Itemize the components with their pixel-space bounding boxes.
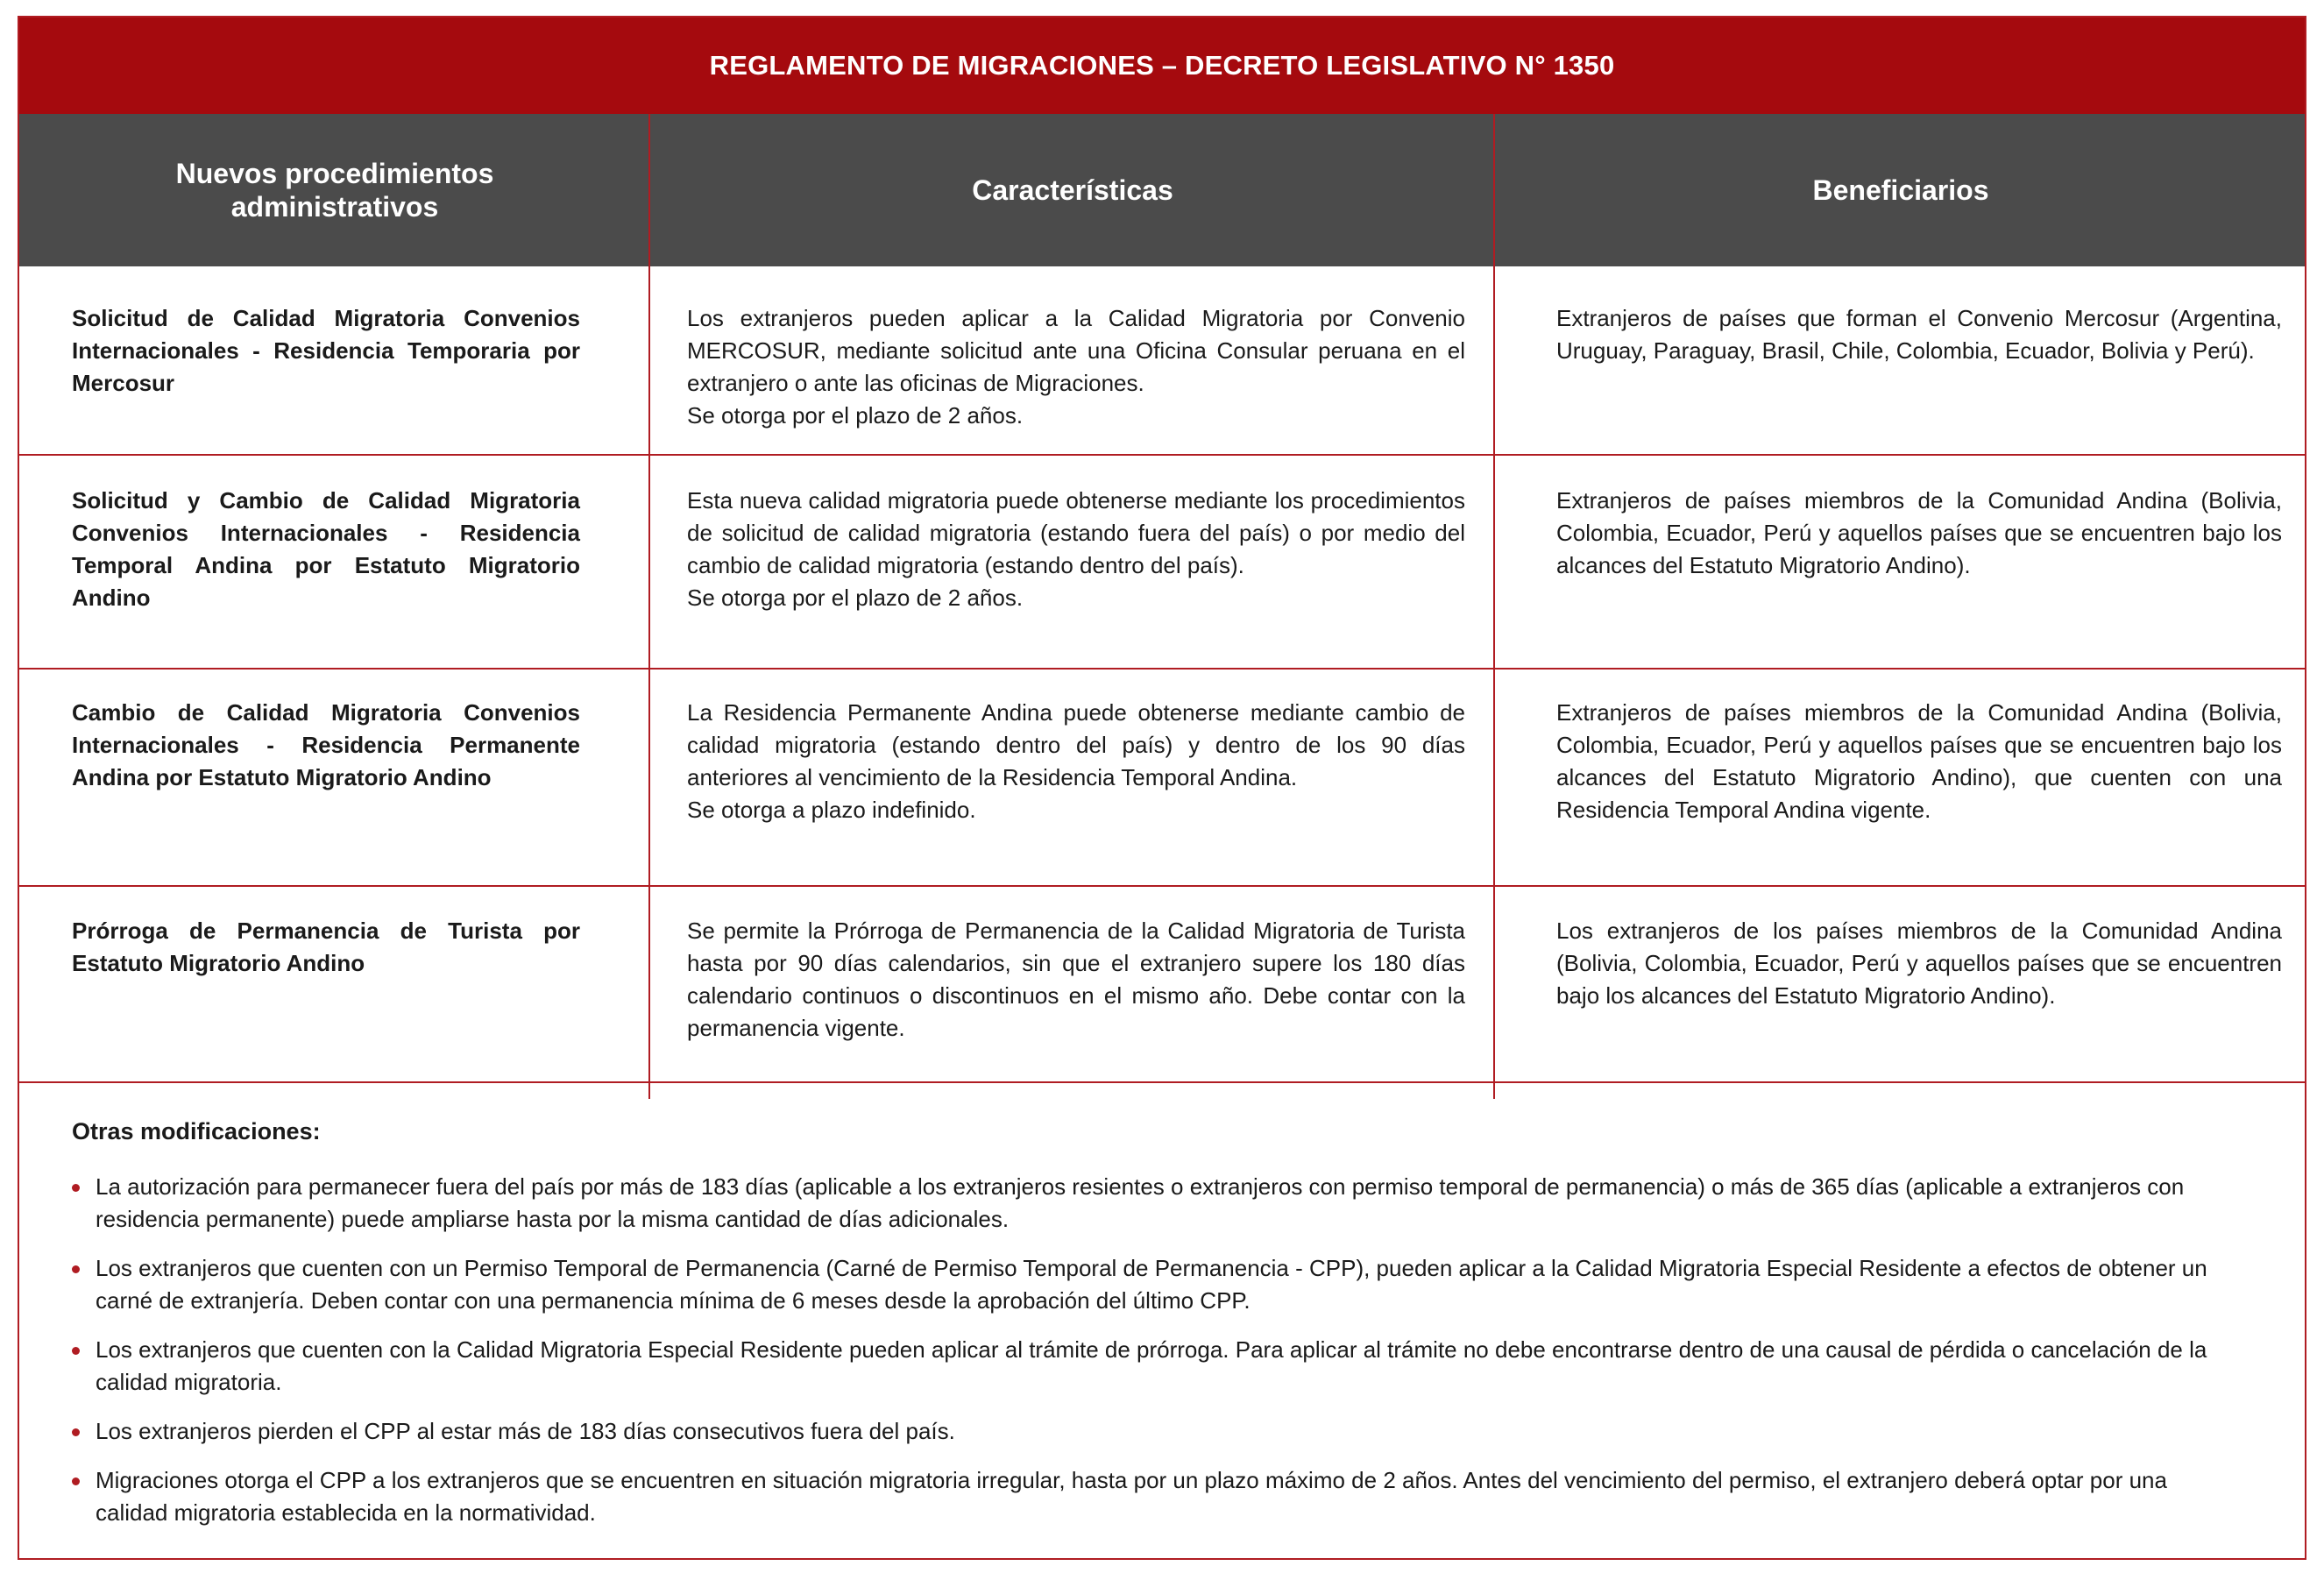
header-row: [19, 114, 2305, 266]
list-item-text: La autorización para permanecer fuera del país por más de 183 días (aplicable a los extranjeros resientes o extranjeros con permiso temporal de permanencia) o más de 365 días (aplicable a extranjeros con residencia permanente) puede ampliarse hasta por la misma cantidad de días adicionales.: [96, 1173, 2185, 1232]
list-item: [72, 1415, 2210, 1448]
list-item-text: Los extranjeros que cuenten con un Permiso Temporal de Permanencia (Carné de Permiso Temporal de Permanencia - CPP), pueden aplicar a la Calidad Migratoria Especial Residente a efectos de obtener un carné de extranjería. Deben contar con una permanencia mínima de 6 meses desde la aprobación del último CPP.: [96, 1255, 2207, 1314]
row-divider: [19, 1081, 2305, 1083]
list-item: [72, 1252, 2210, 1317]
table-row-procedure: Prórroga de Permanencia de Turista por Estatuto Migratorio Andino: [72, 918, 580, 976]
table-title: [19, 18, 2305, 114]
table-row-features: [687, 302, 1465, 432]
table-row-beneficiaries: Extranjeros de países miembros de la Comunidad Andina (Bolivia, Colombia, Ecuador, Perú y aquellos países que se encuentren bajo los alcances del Estatuto Migratorio Andino), que cuenten con una Residencia Temporal Andina vigente.: [1556, 699, 2282, 823]
bullet-icon: [72, 1428, 80, 1436]
table-row-features: [687, 915, 1465, 1045]
table-row-procedure: Cambio de Calidad Migratoria Convenios Internacionales - Residencia Permanente Andina por Estatuto Migratorio Andino: [72, 699, 580, 790]
table-row-features: [687, 485, 1465, 614]
features-text: Los extranjeros pueden aplicar a la Calidad Migratoria por Convenio MERCOSUR, mediante solicitud ante una Oficina Consular peruana en el extranjero o ante las oficinas de Migraciones.: [687, 305, 1465, 396]
list-item-text: Los extranjeros pierden el CPP al estar más de 183 días consecutivos fuera del país.: [96, 1418, 955, 1444]
table-row-features: [687, 697, 1465, 826]
features-text: Se otorga por el plazo de 2 años.: [687, 585, 1024, 611]
list-item-text: Los extranjeros que cuenten con la Calidad Migratoria Especial Residente pueden aplicar al trámite de prórroga. Para aplicar al trámite no debe encontrarse dentro de una causal de pérdida o cancelación de la calidad migratoria.: [96, 1336, 2207, 1395]
list-item: [72, 1171, 2210, 1236]
table-row-beneficiaries: Los extranjeros de los países miembros de la Comunidad Andina (Bolivia, Colombia, Ecuador, Perú y aquellos países que se encuentren bajo los alcances del Estatuto Migratorio Andino).: [1556, 918, 2282, 1009]
list-item-text: Migraciones otorga el CPP a los extranjeros que se encuentren en situación migratoria irregular, hasta por un plazo máximo de 2 años. Antes del vencimiento del permiso, el extranjero deberá optar por una calidad migratoria establecida en la normatividad.: [96, 1467, 2167, 1526]
bullet-icon: [72, 1477, 80, 1485]
row-divider: [19, 885, 2305, 887]
table-row-beneficiaries: Extranjeros de países miembros de la Comunidad Andina (Bolivia, Colombia, Ecuador, Perú y aquellos países que se encuentren bajo los alcances del Estatuto Migratorio Andino).: [1556, 487, 2282, 578]
bullet-icon: [72, 1347, 80, 1355]
table-row-procedure: Solicitud de Calidad Migratoria Convenios Internacionales - Residencia Temporaria por Mercosur: [72, 305, 580, 396]
table-title-text: REGLAMENTO DE MIGRACIONES – DECRETO LEGISLATIVO N° 1350: [709, 50, 1615, 81]
list-item: [72, 1334, 2210, 1399]
features-text: Se otorga a plazo indefinido.: [687, 797, 976, 823]
bullet-icon: [72, 1184, 80, 1192]
table-row-beneficiaries: Extranjeros de países que forman el Convenio Mercosur (Argentina, Uruguay, Paraguay, Brasil, Chile, Colombia, Ecuador, Bolivia y Perú).: [1556, 305, 2282, 364]
row-divider: [19, 454, 2305, 456]
header-features: Características: [972, 174, 1173, 206]
features-text: Se permite la Prórroga de Permanencia de la Calidad Migratoria de Turista hasta por 90 días calendarios, sin que el extranjero supere los 180 días calendario continuos o discontinuos en el mismo año. Debe contar con la permanencia vigente.: [687, 918, 1465, 1041]
row-divider: [19, 668, 2305, 670]
other-changes-list: [72, 1171, 2210, 1546]
other-changes-title: Otras modificaciones:: [72, 1118, 321, 1144]
column-divider: [648, 114, 650, 1099]
header-beneficiaries: Beneficiarios: [1812, 174, 1989, 206]
column-divider: [1493, 114, 1495, 1099]
regulation-table: [18, 16, 2306, 1560]
features-text: La Residencia Permanente Andina puede obtenerse mediante cambio de calidad migratoria (estando dentro del país) y dentro de los 90 días anteriores al vencimiento de la Residencia Temporal Andina.: [687, 699, 1465, 790]
bullet-icon: [72, 1265, 80, 1273]
features-text: Se otorga por el plazo de 2 años.: [687, 402, 1024, 429]
list-item: [72, 1464, 2210, 1529]
table-row-procedure: Solicitud y Cambio de Calidad Migratoria Convenios Internacionales - Residencia Temporal Andina por Estatuto Migratorio Andino: [72, 487, 580, 611]
header-procedures: Nuevos procedimientos administrativos: [175, 158, 494, 223]
features-text: Esta nueva calidad migratoria puede obtenerse mediante los procedimientos de solicitud de calidad migratoria (estando fuera del país) o por medio del cambio de calidad migratoria (estando dentro del país).: [687, 487, 1465, 578]
